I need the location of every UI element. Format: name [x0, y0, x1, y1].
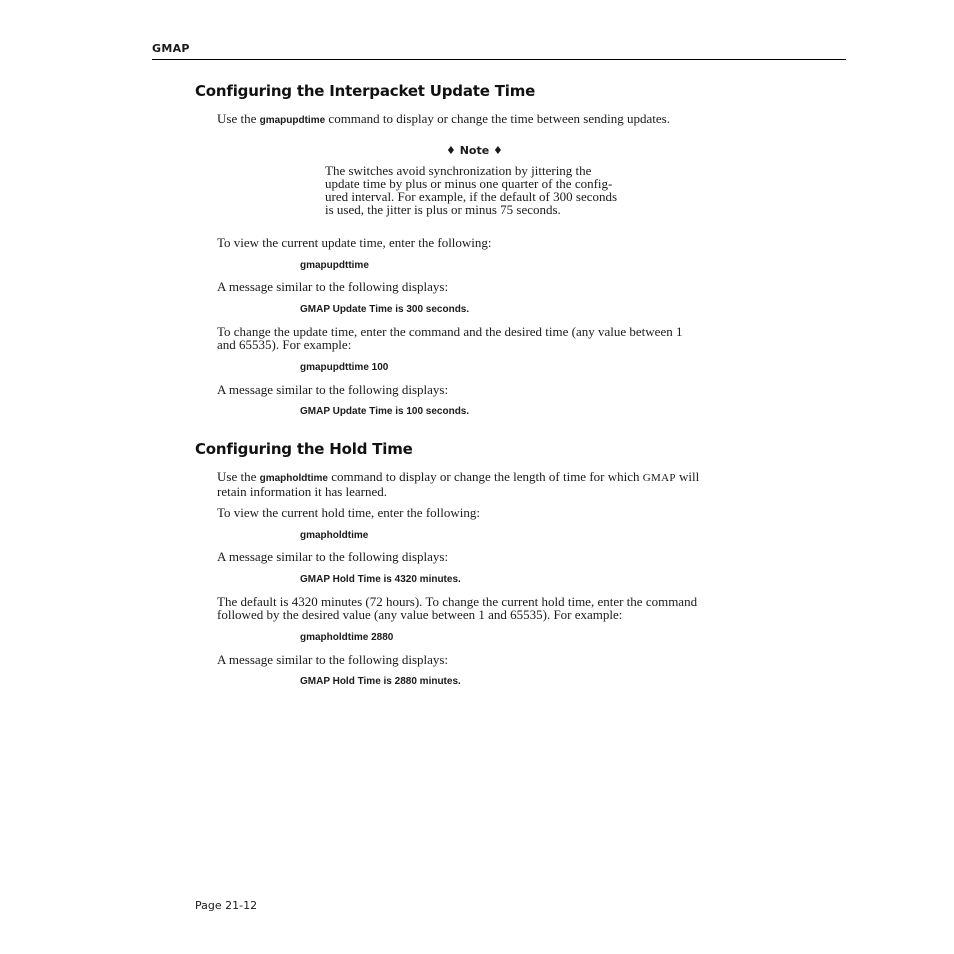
view-hold-command: gmapholdtime [300, 530, 369, 541]
gmap-smallcaps: GMAP [642, 472, 676, 484]
update-time-intro [217, 112, 670, 127]
intro-text-middle: command to display or change the length of time for which [327, 469, 643, 484]
change-update-line: To change the update time, enter the command and the desired time (any value between 1 [217, 324, 683, 339]
change-hold-line: The default is 4320 minutes (72 hours). To change the current hold time, enter the command [217, 594, 698, 609]
view-update-text: To view the current update time, enter the following: [217, 235, 492, 250]
view-update-command: gmapupdttime [300, 260, 369, 271]
intro-text-before: Use the [217, 111, 260, 126]
note-line: is used, the jitter is plus or minus 75 seconds. [325, 202, 561, 217]
message-output: GMAP Hold Time is 2880 minutes. [300, 676, 461, 687]
intro-text-before: Use the [217, 469, 260, 484]
hold-intro-line: retain information it has learned. [217, 484, 388, 499]
command-name: gmapupdtime [259, 115, 326, 126]
change-update-line: and 65535). For example: [217, 337, 352, 352]
intro-text-after: will [675, 469, 700, 484]
note-line: The switches avoid synchronization by jittering the [325, 163, 592, 178]
message-text: A message similar to the following displays: [217, 382, 449, 397]
note-title: ♦ Note ♦ [446, 144, 503, 157]
note-line: update time by plus or minus one quarter of the config- [325, 176, 613, 191]
message-text: A message similar to the following displays: [217, 652, 449, 667]
message-output: GMAP Update Time is 100 seconds. [300, 406, 470, 417]
header-rule [152, 59, 846, 60]
page-number: Page 21-12 [195, 899, 258, 912]
section-heading-update-time: Configuring the Interpacket Update Time [195, 82, 536, 100]
running-header: GMAP [152, 42, 190, 55]
change-update-text [217, 325, 682, 351]
change-hold-command: gmapholdtime 2880 [300, 632, 394, 643]
message-text: A message similar to the following displays: [217, 279, 449, 294]
message-output: GMAP Hold Time is 4320 minutes. [300, 574, 461, 585]
message-text: A message similar to the following displays: [217, 549, 449, 564]
change-hold-text [217, 595, 697, 621]
note-line: ured interval. For example, if the default of 300 seconds [325, 189, 618, 204]
message-output: GMAP Update Time is 300 seconds. [300, 304, 470, 315]
section-heading-hold-time: Configuring the Hold Time [195, 440, 413, 458]
command-name: gmapholdtime [259, 473, 328, 484]
note-body [325, 164, 617, 216]
change-update-command: gmapupdttime 100 [300, 362, 389, 373]
hold-intro-line [217, 470, 699, 485]
intro-text-after: command to display or change the time between sending updates. [325, 111, 670, 126]
change-hold-line: followed by the desired value (any value between 1 and 65535). For example: [217, 607, 623, 622]
hold-time-intro [217, 470, 699, 498]
view-hold-text: To view the current hold time, enter the following: [217, 505, 480, 520]
